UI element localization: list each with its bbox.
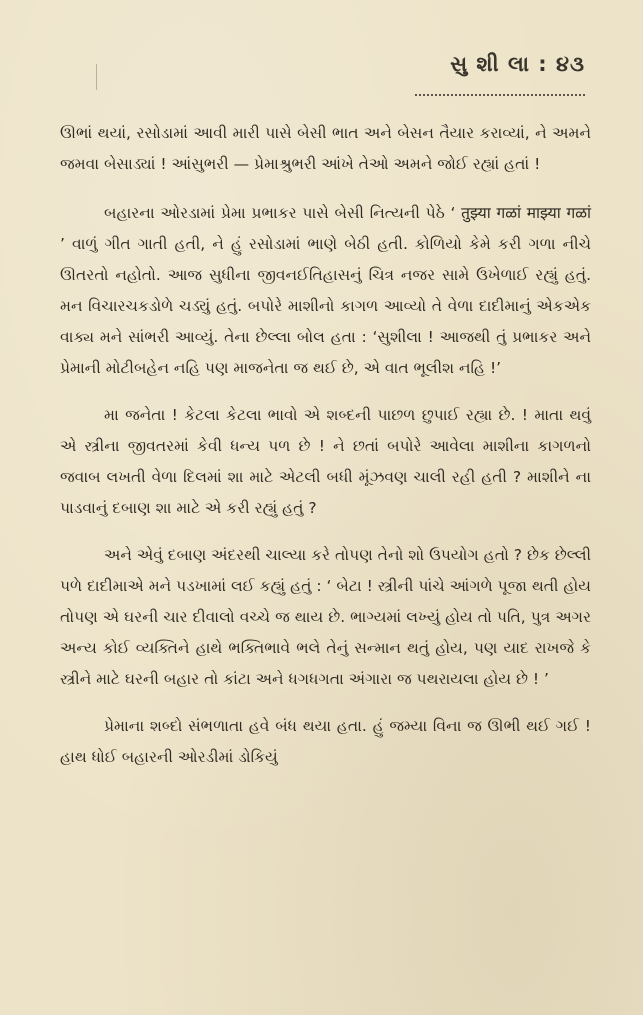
paragraph: અને એવું દબાણ અંદરથી ચાલ્યા કરે તોપણ તેનો શો ઉપયોગ હતો ? છેક છેલ્લી પળે દાદીમાએ મને પડખામાં લઈ કહ્યું હતું : ‘ બેટા ! સ્ત્રીની પાંચે આંગળે પૂજા થતી હોય તોપણ એ ઘરની ચાર દીવાલો વચ્ચે જ થાય છે. ભાગ્યમાં લખ્યું હોય તો પતિ, પુત્ર અગર અન્ય કોઈ વ્યક્તિને હાથે ભક્તિભાવે ભલે તેનું સન્માન થતું હોય, પણ યાદ રાખજે કે સ્ત્રીને માટે ઘરની બહાર તો કાંટા અને ધગધગતા અંગારા જ પથરાયલા હોય છે ! ’ [60,546,591,688]
running-head: સુ શી લા : ૪૩ [450,52,585,76]
header-dotted-rule [415,94,585,96]
paragraph: ઊભાં થયાં, રસોડામાં આવી મારી પાસે બેસી ભાત અને બેસન તૈયાર કરાવ્યાં, ને અમને જમવા બેસાડ્યાં ! આંસુભરી — પ્રેમાશ્રુભરી આંખે તેઓ અમને જોઈ રહ્યાં હતાં ! [60,124,591,173]
paragraph: બહારના ઓરડામાં પ્રેમા પ્રભાકર પાસે બેસી નિત્યની પેઠે ‘ तुझ्या गळां माझ्या गळां ’ વાળું ગીત ગાતી હતી, ને હું રસોડામાં ભાણે બેઠી હતી. કોળિયો કેમે કરી ગળા નીચે ઊતરતો નહોતો. આજ સુધીના જીવનઈતિહાસનું ચિત્ર નજર સામે ઉખેળાઈ રહ્યું હતું. મન વિચારચકડોળે ચડ્યું હતું. બપોરે માશીનો કાગળ આવ્યો તે વેળા દાદીમાનું એકએક વાક્ય મને સાંભરી આવ્યું. તેના છેલ્લા બોલ હતા : ‘સુશીલા ! આજથી તું પ્રભાકર અને પ્રેમાની મોટીબહેન નહિ પણ માજનેતા જ થઈ છે, એ વાત ભૂલીશ નહિ !’ [60,204,591,377]
paragraph: પ્રેમાના શબ્દો સંભળાતા હવે બંધ થયા હતા. હું જમ્યા વિના જ ઊભી થઈ ગઈ ! હાથ ધોઈ બહારની ઓરડીમાં ડોકિયું [60,717,591,766]
paragraph: મા જનેતા ! કેટલા કેટલા ભાવો એ શબ્દની પાછળ છુપાઈ રહ્યા છે. ! માતા થવું એ સ્ત્રીના જીવતરમાં કેવી ધન્ય પળ છે ! ને છતાં બપોરે આવેલા માશીના કાગળનો જવાબ લખતી વેળા દિલમાં શા માટે એટલી બધી મૂંઝવણ ચાલી રહી હતી ? માશીને ના પાડવાનું દબાણ શા માટે એ કરી રહ્યું હતું ? [60,406,591,517]
body-text [60,118,591,789]
page-mark [96,64,97,90]
